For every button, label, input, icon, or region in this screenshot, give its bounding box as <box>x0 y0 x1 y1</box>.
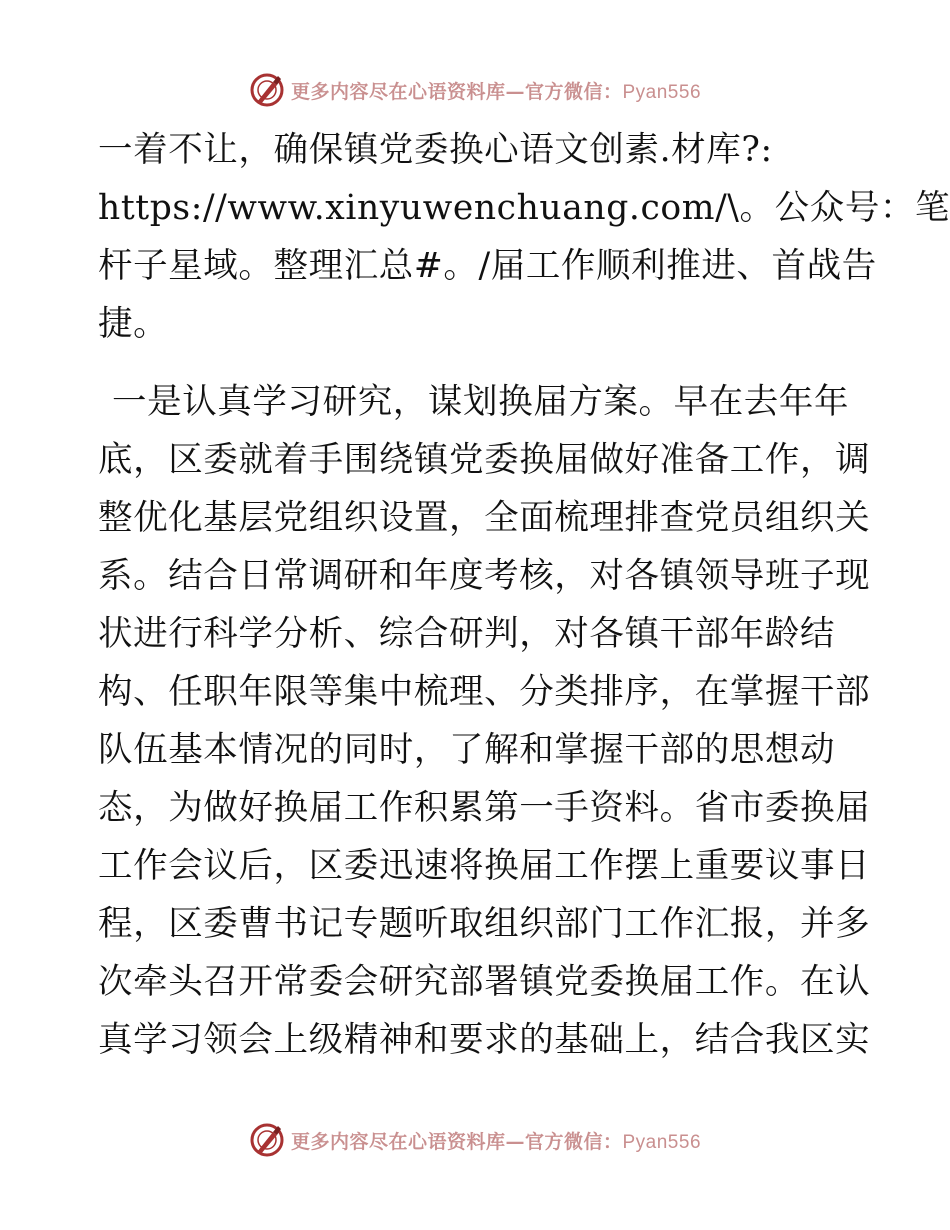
text-line: 构、任职年限等集中梳理、分类排序，在掌握干部 <box>98 672 871 712</box>
document-body <box>98 121 950 1069</box>
text-line: 态，为做好换届工作积累第一手资料。省市委换届 <box>98 788 871 828</box>
text-line: 真学习领会上级精神和要求的基础上，结合我区实 <box>98 1020 871 1060</box>
text-line: 一着不让，确保镇党委换心语文创素.材库?: <box>98 130 773 170</box>
text-line: https://www.xinyuwenchuang.com/\。公众号：笔 <box>98 188 950 228</box>
text-line: 捷。 <box>98 304 169 344</box>
header-banner <box>0 70 950 110</box>
header-banner-text: 更多内容尽在心语资料库—官方微信：Pyan556 <box>290 80 702 103</box>
text-line: 系。结合日常调研和年度考核，对各镇领导班子现 <box>98 556 871 596</box>
paragraph-2 <box>98 373 871 1069</box>
text-line: 次牵头召开常委会研究部署镇党委换届工作。在认 <box>98 962 871 1002</box>
pen-logo-icon <box>249 1122 285 1158</box>
paragraph-1 <box>98 121 950 353</box>
footer-banner-text: 更多内容尽在心语资料库—官方微信：Pyan556 <box>290 1130 702 1153</box>
pen-logo-icon <box>249 72 285 108</box>
footer-banner <box>0 1120 950 1160</box>
text-line: 工作会议后，区委迅速将换届工作摆上重要议事日 <box>98 846 871 886</box>
text-line: 队伍基本情况的同时，了解和掌握干部的思想动 <box>98 730 836 770</box>
header-wechat-id: Pyan556 <box>622 81 702 103</box>
text-line: 杆子星域。整理汇总#。/届工作顺利推进、首战告 <box>98 246 877 286</box>
footer-wechat-id: Pyan556 <box>622 1131 702 1153</box>
text-line: 底，区委就着手围绕镇党委换届做好准备工作，调 <box>98 440 871 480</box>
text-line: 整优化基层党组织设置，全面梳理排查党员组织关 <box>98 498 871 538</box>
text-line: 一是认真学习研究，谋划换届方案。早在去年年 <box>112 382 850 422</box>
text-line: 程，区委曹书记专题听取组织部门工作汇报，并多 <box>98 904 871 944</box>
text-line: 状进行科学分析、综合研判，对各镇干部年龄结 <box>98 614 836 654</box>
